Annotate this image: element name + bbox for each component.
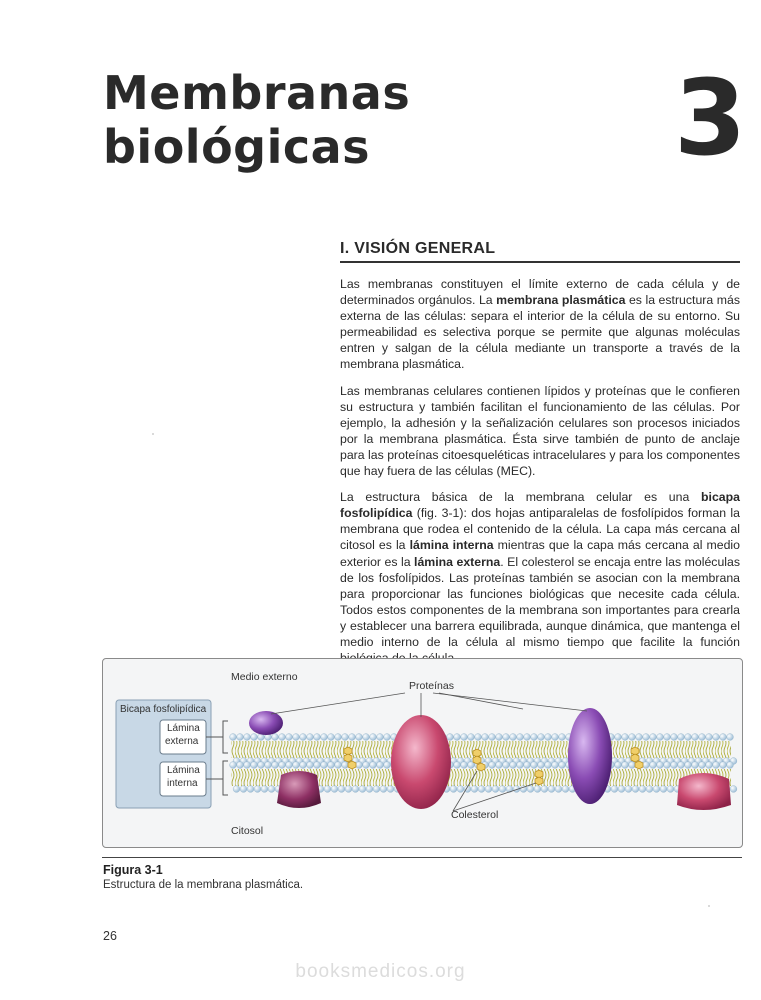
phospholipid-head bbox=[380, 786, 387, 793]
phospholipid-head bbox=[629, 762, 636, 769]
phospholipid-head bbox=[328, 762, 335, 769]
label-lamina-externa-1: Lámina bbox=[167, 723, 200, 734]
scan-speck bbox=[708, 905, 710, 907]
phospholipid-head bbox=[461, 734, 468, 741]
phospholipid-head bbox=[307, 734, 314, 741]
phospholipid-head bbox=[615, 762, 622, 769]
figure-caption-text: Estructura de la membrana plasmática. bbox=[103, 879, 304, 891]
phospholipid-head bbox=[667, 786, 674, 793]
text-run: . El colesterol se encaja entre las moléculas de los fosfolípidos. Las proteínas también se asocian con la membrana para proporcionar las funciones biológicas que necesite cada célula. Todos estos componentes de la membrana son importantes para crearla y establecer una barrera equilibrada, aunque dinámica, que mantenga el medio interno de la célula al mismo tiempo que facilite la función bbox=[340, 554, 741, 649]
phospholipid-head bbox=[499, 786, 506, 793]
phospholipid-head bbox=[510, 734, 517, 741]
phospholipid-head bbox=[345, 786, 352, 793]
paragraph-2 bbox=[340, 383, 740, 480]
phospholipid-head bbox=[468, 762, 475, 769]
label-colesterol: Colesterol bbox=[451, 809, 499, 821]
phospholipid-head bbox=[254, 786, 261, 793]
phospholipid-head bbox=[671, 762, 678, 769]
text-run: mientras que la capa más cercana al medio exterior es la bbox=[340, 538, 741, 569]
phospholipid-head bbox=[496, 762, 503, 769]
phospholipid-head bbox=[258, 762, 265, 769]
phospholipid-head bbox=[377, 762, 384, 769]
phospholipid-head bbox=[730, 786, 737, 793]
phospholipid-head bbox=[552, 762, 559, 769]
phospholipid-head bbox=[489, 734, 496, 741]
phospholipid-head bbox=[373, 786, 380, 793]
phospholipid-head bbox=[454, 762, 461, 769]
phospholipid-head bbox=[240, 786, 247, 793]
phospholipid-head bbox=[247, 786, 254, 793]
phospholipid-head bbox=[359, 786, 366, 793]
phospholipid-head bbox=[534, 786, 541, 793]
label-medio-externo: Medio externo bbox=[231, 671, 298, 683]
phospholipid-head bbox=[622, 762, 629, 769]
phospholipid-head bbox=[384, 762, 391, 769]
phospholipid-head bbox=[384, 734, 391, 741]
phospholipid-head bbox=[482, 734, 489, 741]
phospholipid-head bbox=[531, 734, 538, 741]
phospholipid-head bbox=[370, 762, 377, 769]
phospholipid-head bbox=[538, 762, 545, 769]
phospholipid-head bbox=[233, 786, 240, 793]
phospholipid-head bbox=[548, 786, 555, 793]
phospholipid-head bbox=[706, 762, 713, 769]
caption-rule bbox=[102, 857, 742, 858]
text-run: (fig. 3-1): dos hojas antiparalelas de fosfolípidos forman la membrana que rodea el contenido de la célula. La capa más cercana al citosol es la bbox=[340, 506, 740, 553]
phospholipid-head bbox=[475, 734, 482, 741]
phospholipid-head bbox=[720, 762, 727, 769]
phospholipid-head bbox=[664, 762, 671, 769]
page-number: 26 bbox=[103, 929, 117, 943]
phospholipid-head bbox=[366, 786, 373, 793]
phospholipid-head bbox=[324, 786, 331, 793]
phospholipid-head bbox=[363, 762, 370, 769]
phospholipid-head bbox=[562, 786, 569, 793]
phospholipid-head bbox=[237, 762, 244, 769]
figure-3-1 bbox=[102, 658, 743, 848]
paragraph-3 bbox=[340, 489, 740, 666]
phospholipid-head bbox=[713, 762, 720, 769]
phospholipid-head bbox=[671, 734, 678, 741]
phospholipid-head bbox=[387, 786, 394, 793]
phospholipid-head bbox=[485, 786, 492, 793]
phospholipid-head bbox=[468, 734, 475, 741]
phospholipid-head bbox=[237, 734, 244, 741]
phospholipid-head bbox=[307, 762, 314, 769]
bold-term: bicapa fosfolipídica bbox=[340, 490, 740, 521]
scan-speck bbox=[152, 433, 154, 435]
phospholipid-head bbox=[524, 762, 531, 769]
phospholipid-head bbox=[293, 734, 300, 741]
phospholipid-head bbox=[510, 762, 517, 769]
phospholipid-head bbox=[496, 734, 503, 741]
phospholipid-head bbox=[338, 786, 345, 793]
phospholipid-head bbox=[692, 762, 699, 769]
peripheral-protein-right bbox=[677, 773, 731, 810]
phospholipid-head bbox=[559, 734, 566, 741]
phospholipid-head bbox=[492, 786, 499, 793]
phospholipid-head bbox=[286, 734, 293, 741]
phospholipid-head bbox=[454, 734, 461, 741]
phospholipid-head bbox=[244, 762, 251, 769]
phospholipid-head bbox=[664, 734, 671, 741]
phospholipid-head bbox=[261, 786, 268, 793]
phospholipid-head bbox=[356, 762, 363, 769]
chapter-title-line1: Membranas bbox=[103, 66, 411, 120]
phospholipid-head bbox=[321, 734, 328, 741]
label-lamina-interna-2: interna bbox=[167, 778, 198, 789]
phospholipid-head bbox=[545, 762, 552, 769]
paragraph-1 bbox=[340, 276, 740, 373]
phospholipid-head bbox=[541, 786, 548, 793]
phospholipid-head bbox=[660, 786, 667, 793]
phospholipid-head bbox=[699, 762, 706, 769]
phospholipid-head bbox=[727, 762, 734, 769]
phospholipid-head bbox=[370, 734, 377, 741]
phospholipid-head bbox=[314, 762, 321, 769]
phospholipid-head bbox=[524, 734, 531, 741]
phospholipid-head bbox=[489, 762, 496, 769]
phospholipid-head bbox=[713, 734, 720, 741]
bold-term: membrana plasmática bbox=[496, 293, 626, 308]
phospholipid-head bbox=[552, 734, 559, 741]
phospholipid-head bbox=[342, 734, 349, 741]
phospholipid-head bbox=[352, 786, 359, 793]
phospholipid-head bbox=[615, 734, 622, 741]
phospholipid-head bbox=[643, 762, 650, 769]
label-proteinas: Proteínas bbox=[409, 680, 454, 692]
phospholipid-head bbox=[286, 762, 293, 769]
phospholipid-head bbox=[639, 786, 646, 793]
phospholipid-head bbox=[244, 734, 251, 741]
phospholipid-head bbox=[461, 762, 468, 769]
phospholipid-head bbox=[545, 734, 552, 741]
integral-protein-purple bbox=[568, 708, 612, 804]
phospholipid-head bbox=[678, 734, 685, 741]
phospholipid-head bbox=[517, 762, 524, 769]
phospholipid-head bbox=[457, 786, 464, 793]
phospholipid-head bbox=[632, 786, 639, 793]
phospholipid-head bbox=[272, 762, 279, 769]
phospholipid-head bbox=[450, 786, 457, 793]
phospholipid-head bbox=[636, 734, 643, 741]
phospholipid-head bbox=[230, 762, 237, 769]
phospholipid-head bbox=[629, 734, 636, 741]
phospholipid-head bbox=[356, 734, 363, 741]
phospholipid-head bbox=[279, 762, 286, 769]
phospholipid-head bbox=[538, 734, 545, 741]
bold-term: lámina externa bbox=[414, 554, 501, 569]
phospholipid-head bbox=[622, 734, 629, 741]
phospholipid-head bbox=[471, 786, 478, 793]
phospholipid-head bbox=[265, 762, 272, 769]
phospholipid-head bbox=[377, 734, 384, 741]
phospholipid-head bbox=[699, 734, 706, 741]
phospholipid-head bbox=[685, 734, 692, 741]
text-run: Las membranas celulares contienen lípidos y proteínas que le confieren su estructura y también facilitan el funcionamiento de las células. Por ejemplo, la adhesión y la señalización celulares son procesos iniciados por la membrana plasmática. Ésta sirve también de punto de anclaje para las proteínas citoesqueléticas intracelulares y para los componentes que hay fuera de las células (MEC). bbox=[340, 383, 740, 479]
peripheral-protein-top bbox=[249, 711, 283, 735]
section-heading: I. VISIÓN GENERAL bbox=[340, 240, 496, 257]
section-rule bbox=[340, 261, 740, 263]
watermark: booksmedicos.org bbox=[295, 961, 466, 982]
phospholipid-head bbox=[293, 762, 300, 769]
figure-caption-title: Figura 3-1 bbox=[103, 863, 163, 877]
phospholipid-head bbox=[692, 734, 699, 741]
phospholipid-head bbox=[331, 786, 338, 793]
phospholipid-head bbox=[657, 734, 664, 741]
text-run: La estructura básica de la membrana celular es una bbox=[340, 490, 702, 505]
text-run: Las membranas constituyen el límite externo de cada célula y de determinados orgánulos. La bbox=[340, 277, 740, 308]
phospholipid-head bbox=[447, 734, 454, 741]
phospholipid-head bbox=[478, 786, 485, 793]
phospholipid-head bbox=[685, 762, 692, 769]
phospholipid-head bbox=[646, 786, 653, 793]
phospholipid-head bbox=[650, 734, 657, 741]
text-run: es la estructura más externa de las células: separa el interior de la célula de su entorno. Su permeabilidad es selectiva porque se permite que algunas moléculas entren y salgan de la célula mediante un transporte a través de la membrana plasmática. bbox=[340, 293, 740, 372]
label-bicapa: Bicapa fosfolipídica bbox=[120, 704, 207, 715]
phospholipid-head bbox=[300, 734, 307, 741]
phospholipid-head bbox=[314, 734, 321, 741]
phospholipid-head bbox=[531, 762, 538, 769]
phospholipid-head bbox=[643, 734, 650, 741]
phospholipid-head bbox=[618, 786, 625, 793]
phospholipid-head bbox=[559, 762, 566, 769]
label-citosol: Citosol bbox=[231, 825, 264, 837]
integral-protein-pink bbox=[391, 715, 451, 809]
phospholipid-head bbox=[503, 762, 510, 769]
bold-term: lámina interna bbox=[409, 538, 494, 553]
phospholipid-head bbox=[342, 762, 349, 769]
phospholipid-head bbox=[272, 734, 279, 741]
outer-leaflet-tails bbox=[231, 741, 731, 758]
phospholipid-head bbox=[251, 734, 258, 741]
phospholipid-head bbox=[555, 786, 562, 793]
phospholipid-head bbox=[678, 762, 685, 769]
phospholipid-head bbox=[349, 734, 356, 741]
phospholipid-head bbox=[279, 734, 286, 741]
phospholipid-head bbox=[517, 734, 524, 741]
phospholipid-head bbox=[653, 786, 660, 793]
phospholipid-head bbox=[335, 762, 342, 769]
label-lamina-externa-2: externa bbox=[165, 736, 199, 747]
phospholipid-head bbox=[625, 786, 632, 793]
chapter-title-line2: biológicas bbox=[103, 120, 371, 174]
phospholipid-head bbox=[321, 762, 328, 769]
phospholipid-head bbox=[335, 734, 342, 741]
phospholipid-head bbox=[727, 734, 734, 741]
phospholipid-head bbox=[251, 762, 258, 769]
phospholipid-head bbox=[363, 734, 370, 741]
peripheral-protein-bottom bbox=[277, 771, 321, 808]
body-text bbox=[340, 276, 740, 676]
phospholipid-head bbox=[230, 734, 237, 741]
phospholipid-head bbox=[650, 762, 657, 769]
label-lamina-interna-1: Lámina bbox=[167, 765, 200, 776]
phospholipid-head bbox=[657, 762, 664, 769]
phospholipid-head bbox=[300, 762, 307, 769]
phospholipid-head bbox=[503, 734, 510, 741]
phospholipid-head bbox=[268, 786, 275, 793]
phospholipid-head bbox=[706, 734, 713, 741]
chapter-number: 3 bbox=[674, 57, 747, 179]
phospholipid-head bbox=[611, 786, 618, 793]
phospholipid-head bbox=[328, 734, 335, 741]
phospholipid-head bbox=[720, 734, 727, 741]
phospholipid-head bbox=[527, 786, 534, 793]
chapter-title bbox=[103, 66, 410, 174]
